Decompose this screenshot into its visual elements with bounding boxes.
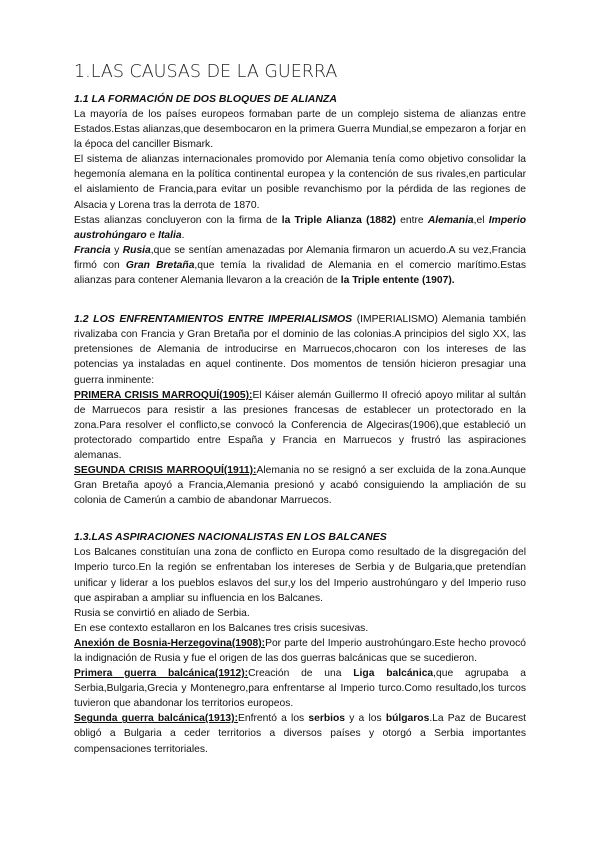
bold-text: Gran Bretaña (125, 259, 195, 271)
paragraph (74, 388, 526, 463)
section-balkans (74, 530, 526, 756)
text: ,que se sentían amenazadas por Alemania firmaron un acuerdo.A su vez,Francia firmó con (74, 244, 527, 271)
paragraph: El sistema de alianzas internacionales promovido por Alemania tenía como objetivo consolidar la hegemonía alemana en la política continental europea y la contención de sus rivales,en particular el aislamiento de Francia,para evitar un posible revanchismo por la pérdida de las regiones de Alsacia y Lorena tras la derrota de 1870. (74, 154, 526, 211)
bold-text: la Triple Alianza (1882) (281, 214, 396, 226)
section-alliances (74, 92, 526, 288)
bold-text: Liga balcánica (353, 668, 434, 680)
text: Estas alianzas concluyeron con la firma de (74, 214, 282, 226)
text: Creación de una (248, 668, 354, 680)
text: El Káiser alemán Guillermo II ofreció apoyo militar al sultán de Marruecos para resistir a las presiones francesas de establecer un protectorado en la zona.Para resolver el conflicto,se convocó la Conferencia de Algeciras(1906),que estableció un protectorado compartido entre España y Francia en Marruecos y frustró las aspiraciones alemanas. (74, 389, 526, 461)
bold-text: búlgaros (385, 713, 430, 725)
paragraph (74, 463, 526, 508)
text: entre (395, 214, 428, 226)
section-heading-1-1: 1.1 LA FORMACIÓN DE DOS BLOQUES DE ALIANZA (74, 93, 337, 105)
text: Alemania no se resignó a ser excluida de la zona.Aunque Gran Bretaña apoyó a Francia,Alemania presionó y acabó consiguiendo la ampliación de su colonia de Camerún a cambio de abandonar Marruecos. (74, 465, 526, 507)
section-imperialisms (74, 312, 526, 508)
crisis-label: SEGUNDA CRISIS MARROQUÍ(1911): (74, 465, 257, 477)
bold-text: Rusia (122, 244, 151, 256)
bold-text: serbios (308, 713, 346, 725)
paragraph (74, 243, 526, 288)
text: ,que temía la rivalidad de Alemania en el comercio marítimo.Estas alianzas para contener Alemania llevaron a la creación de (74, 259, 526, 287)
text: y (110, 244, 123, 256)
bold-text: Imperio austrohúngaro (74, 214, 526, 241)
bold-text: Alemania (427, 214, 474, 226)
text: e (146, 229, 159, 241)
text: . (181, 229, 185, 241)
crisis-label: Anexión de Bosnia-Herzegovina(1908): (74, 637, 266, 649)
spacer (74, 288, 526, 312)
section-heading-1-2: 1.2 LOS ENFRENTAMIENTOS ENTRE IMPERIALISMOS (74, 313, 353, 326)
paragraph (74, 312, 526, 387)
paragraph: La mayoría de los países europeos formaban parte de un complejo sistema de alianzas entre Estados.Estas alianzas,que desembocaron en la primera Guerra Mundial,se empezaron a forjar en la época del canciller Bismark. (74, 109, 526, 151)
paragraph (74, 636, 526, 666)
text: (IMPERIALISMO) Alemania también rivalizaba con Francia y Gran Bretaña por el dominio de las colonias.A principios del siglo XX, las pretensiones de Alemania de introducirse en Marruecos,chocaron con los intereses de las potencias ya instaladas en aquel continente. Dos momentos de tensión hicieron presagiar una guerra inminente: (74, 314, 526, 386)
paragraph (74, 666, 526, 711)
crisis-label: Segunda guerra balcánica(1913): (74, 713, 239, 725)
paragraph: En ese contexto estallaron en los Balcanes tres crisis sucesivas. (74, 622, 369, 634)
paragraph (74, 213, 526, 243)
spacer (74, 508, 526, 530)
document-page (74, 62, 526, 757)
text: ,el (473, 214, 489, 226)
text: y a los (345, 713, 386, 725)
bold-text: Italia (158, 229, 182, 241)
bold-text: la Triple entente (1907). (340, 275, 455, 287)
text: ,que agrupaba a Serbia,Bulgaria,Grecia y Montenegro,para enfrentarse al Imperio turco.Como resultado,los turcos tuvieron que abandonar los territorios europeos. (74, 668, 526, 710)
bold-text: Francia (74, 244, 111, 256)
crisis-label: Primera guerra balcánica(1912): (74, 668, 249, 680)
paragraph: Los Balcanes constituían una zona de conflicto en Europa como resultado de la disgregación del Imperio turco.En la región se enfrentaban los intereses de Serbia y de Bulgaria,que pretendían unificar y liderar a los pueblos eslavos del sur,y los del Imperio austrohúngaro y del Imperio ruso que aspiraban a ampliar su influencia en los Balcanes. (74, 547, 526, 604)
text: Por parte del Imperio austrohúngaro.Este hecho provocó la indignación de Rusia y fue el origen de las dos guerras balcánicas que se sucedieron. (74, 637, 526, 664)
paragraph: Rusia se convirtió en aliado de Serbia. (74, 607, 250, 619)
text: Enfrentó a los (238, 713, 309, 725)
paragraph (74, 711, 526, 756)
crisis-label: PRIMERA CRISIS MARROQUÍ(1905): (74, 389, 253, 401)
text: .La Paz de Bucarest obligó a Bulgaria a ceder territorios a diversos países y otorgó a Serbia importantes compensaciones territoriales. (74, 713, 527, 755)
page-title: 1.LAS CAUSAS DE LA GUERRA (74, 62, 338, 82)
section-heading-1-3: 1.3.LAS ASPIRACIONES NACIONALISTAS EN LOS BALCANES (74, 531, 387, 544)
